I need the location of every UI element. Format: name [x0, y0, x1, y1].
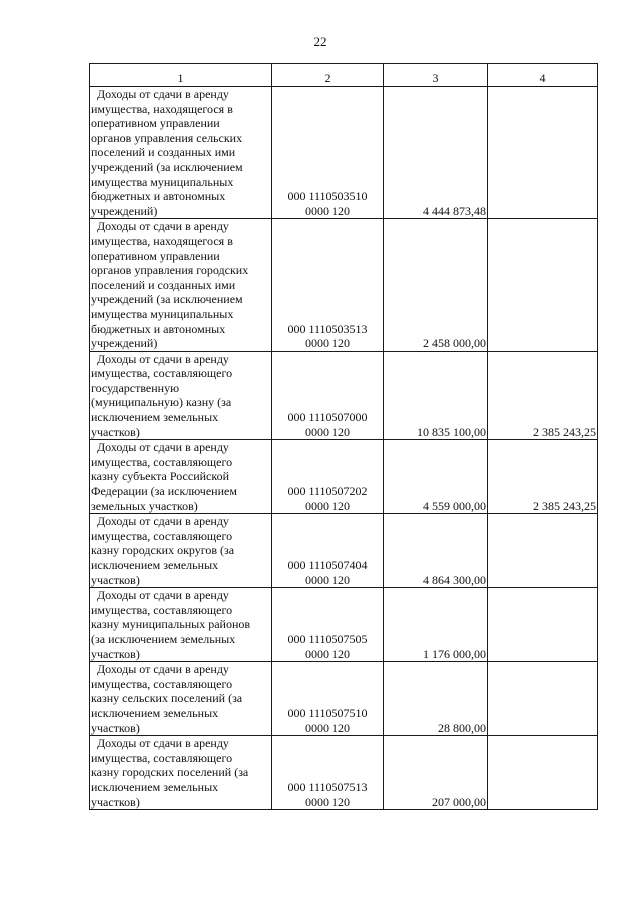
- revenue-name-line: учреждений (за исключением: [91, 159, 243, 174]
- revenue-name-line: Доходы от сдачи в аренду: [97, 219, 229, 234]
- budget-code-cell: [272, 662, 384, 736]
- revenue-name-line: участков): [91, 720, 140, 735]
- revenue-name-line: Доходы от сдачи в аренду: [97, 662, 229, 677]
- revenue-name-line: имущества, составляющего: [91, 676, 233, 691]
- budget-code-line: 000 1110507000: [287, 410, 368, 425]
- revenue-name-line: Доходы от сдачи в аренду: [97, 87, 229, 101]
- revenue-name-line: Доходы от сдачи в аренду: [97, 351, 229, 366]
- column-header-3: 3: [384, 64, 488, 87]
- revenue-name-cell: [90, 87, 272, 219]
- revenue-name-line: имущества, составляющего: [91, 750, 233, 765]
- table-row: [90, 351, 598, 440]
- budget-code-cell: [272, 219, 384, 351]
- plan-amount-cell: 4 559 000,00: [384, 440, 488, 514]
- budget-code-line: 0000 120: [305, 794, 350, 809]
- revenue-name-line: Доходы от сдачи в аренду: [97, 440, 229, 455]
- revenue-name-line: учреждений (за исключением: [91, 292, 243, 307]
- table-row: [90, 87, 598, 219]
- actual-amount-cell: [488, 662, 598, 736]
- budget-code-cell: [272, 736, 384, 810]
- revenue-name-line: участков): [91, 424, 140, 439]
- budget-code-line: 000 1110507513: [287, 779, 368, 794]
- revenue-name-line: казну муниципальных районов: [91, 617, 251, 632]
- page-number: 22: [313, 34, 327, 49]
- revenue-name-line: учреждений): [91, 336, 158, 351]
- revenue-table: [89, 63, 598, 810]
- revenue-name-line: имущества, составляющего: [91, 366, 233, 381]
- revenue-name-line: поселений и созданных ими: [91, 277, 236, 292]
- revenue-name-line: (за исключением земельных: [91, 631, 236, 646]
- revenue-name-line: казну городских округов (за: [91, 543, 235, 558]
- revenue-name-cell: [90, 440, 272, 514]
- actual-amount-cell: [488, 87, 598, 219]
- revenue-name-line: имущества, находящегося в: [91, 101, 233, 116]
- budget-code-line: 0000 120: [305, 720, 350, 735]
- revenue-name-line: казну субъекта Российской: [91, 469, 230, 484]
- revenue-name-line: Доходы от сдачи в аренду: [97, 514, 229, 529]
- revenue-name-line: Доходы от сдачи в аренду: [97, 588, 229, 603]
- budget-code-line: 0000 120: [305, 203, 350, 218]
- revenue-name-line: исключением земельных: [91, 410, 219, 425]
- revenue-name-line: исключением земельных: [91, 705, 219, 720]
- plan-amount-cell: 4 444 873,48: [384, 87, 488, 219]
- revenue-name-line: имущества, составляющего: [91, 454, 233, 469]
- column-header-2: 2: [272, 64, 384, 87]
- actual-amount-cell: [488, 219, 598, 351]
- revenue-name-line: земельных участков): [91, 498, 198, 513]
- actual-amount-cell: 2 385 243,25: [488, 351, 598, 440]
- budget-code-line: 000 1110503513: [287, 321, 368, 336]
- revenue-name-line: исключением земельных: [91, 779, 219, 794]
- revenue-name-line: Федерации (за исключением: [91, 484, 237, 499]
- budget-code-cell: [272, 588, 384, 662]
- budget-code-cell: [272, 351, 384, 440]
- actual-amount-cell: [488, 514, 598, 588]
- revenue-name-line: поселений и созданных ими: [91, 145, 236, 160]
- budget-code-line: 000 1110507510: [287, 705, 368, 720]
- revenue-name-line: оперативном управлении: [91, 116, 220, 131]
- budget-code-cell: [272, 514, 384, 588]
- table-header-row: [90, 64, 598, 87]
- budget-code-line: 0000 120: [305, 336, 350, 351]
- budget-code-line: 000 1110503510: [287, 189, 368, 204]
- revenue-name-line: имущества муниципальных: [91, 174, 234, 189]
- table-row: [90, 736, 598, 810]
- budget-code-line: 0000 120: [305, 424, 350, 439]
- plan-amount-cell: 28 800,00: [384, 662, 488, 736]
- plan-amount-cell: 2 458 000,00: [384, 219, 488, 351]
- budget-code-cell: [272, 87, 384, 219]
- actual-amount-cell: [488, 736, 598, 810]
- table-body: [90, 87, 598, 810]
- column-header-4: 4: [488, 64, 598, 87]
- revenue-name-line: учреждений): [91, 203, 158, 218]
- table-row: [90, 219, 598, 351]
- revenue-name-line: имущества муниципальных: [91, 306, 234, 321]
- plan-amount-cell: 1 176 000,00: [384, 588, 488, 662]
- revenue-name-cell: [90, 514, 272, 588]
- revenue-name-line: участков): [91, 572, 140, 587]
- revenue-name-cell: [90, 351, 272, 440]
- table-row: [90, 588, 598, 662]
- table-row: [90, 662, 598, 736]
- revenue-name-line: государственную: [91, 380, 180, 395]
- revenue-name-line: казну городских поселений (за: [91, 765, 249, 780]
- budget-code-line: 0000 120: [305, 572, 350, 587]
- revenue-name-line: имущества, составляющего: [91, 528, 233, 543]
- revenue-name-line: бюджетных и автономных: [91, 321, 226, 336]
- revenue-name-line: (муниципальную) казну (за: [91, 395, 232, 410]
- revenue-name-line: участков): [91, 646, 140, 661]
- revenue-name-line: имущества, составляющего: [91, 602, 233, 617]
- budget-code-line: 000 1110507505: [287, 631, 368, 646]
- budget-code-line: 000 1110507202: [287, 484, 368, 499]
- budget-code-line: 0000 120: [305, 646, 350, 661]
- revenue-name-cell: [90, 588, 272, 662]
- budget-code-line: 0000 120: [305, 498, 350, 513]
- revenue-name-line: Доходы от сдачи в аренду: [97, 736, 229, 751]
- revenue-name-line: бюджетных и автономных: [91, 189, 226, 204]
- revenue-name-cell: [90, 219, 272, 351]
- budget-code-line: 000 1110507404: [287, 558, 368, 572]
- budget-code-cell: [272, 440, 384, 514]
- revenue-name-cell: [90, 662, 272, 736]
- revenue-name-cell: [90, 736, 272, 810]
- actual-amount-cell: 2 385 243,25: [488, 440, 598, 514]
- table-row: [90, 440, 598, 514]
- revenue-name-line: имущества, находящегося в: [91, 233, 233, 248]
- column-header-1: 1: [90, 64, 272, 87]
- plan-amount-cell: 10 835 100,00: [384, 351, 488, 440]
- plan-amount-cell: 207 000,00: [384, 736, 488, 810]
- revenue-name-line: органов управления городских: [91, 263, 249, 278]
- plan-amount-cell: 4 864 300,00: [384, 514, 488, 588]
- table-row: [90, 514, 598, 588]
- revenue-name-line: участков): [91, 794, 140, 809]
- revenue-name-line: органов управления сельских: [91, 130, 243, 145]
- revenue-name-line: казну сельских поселений (за: [91, 691, 243, 706]
- actual-amount-cell: [488, 588, 598, 662]
- revenue-name-line: исключением земельных: [91, 558, 219, 572]
- revenue-name-line: оперативном управлении: [91, 248, 220, 263]
